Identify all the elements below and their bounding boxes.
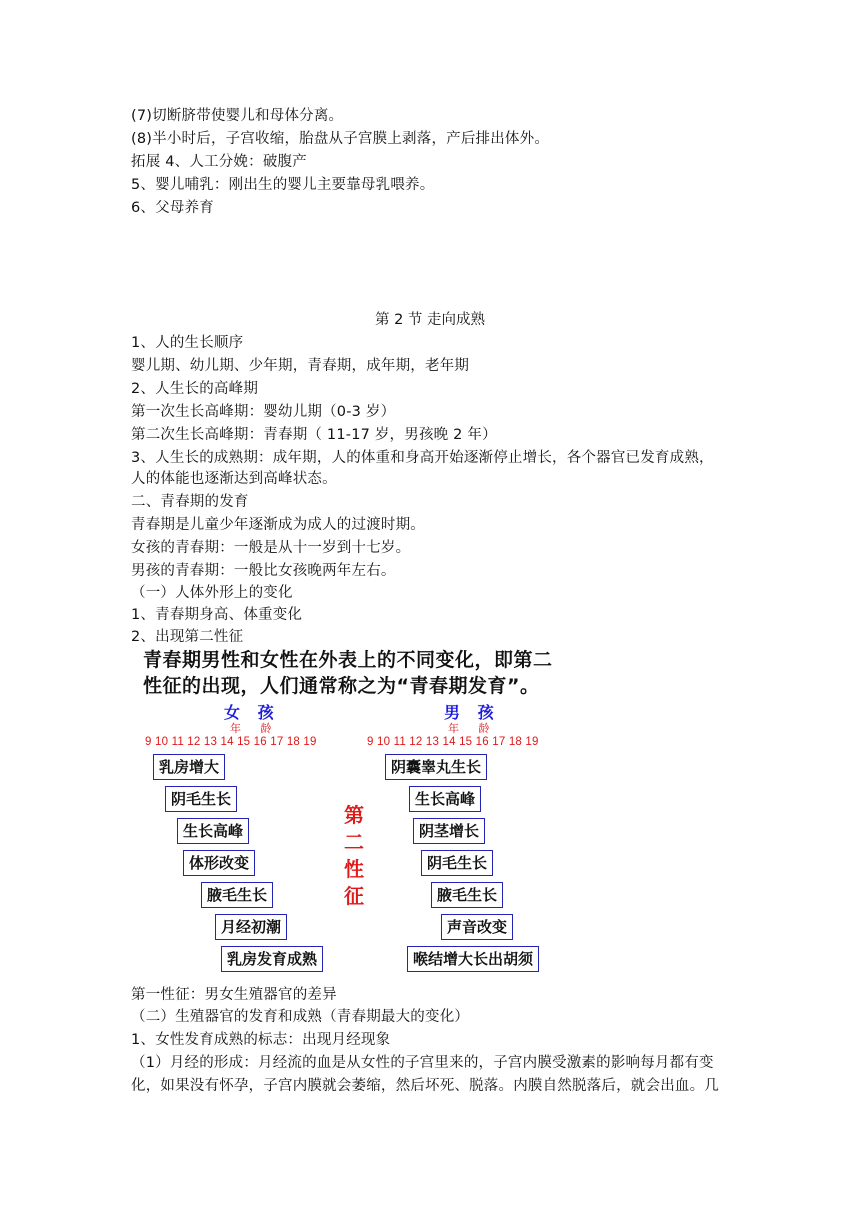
text-line: （1）月经的形成：月经流的血是从女性的子宫里来的，子宫内膜受激素的影响每月都有变 xyxy=(131,1055,714,1071)
girl-age-label: 年 龄 xyxy=(230,722,280,735)
girl-item: 乳房增大 xyxy=(153,754,225,780)
boy-age-label: 年 龄 xyxy=(448,722,498,735)
text-line: 拓展 4、人工分娩：破腹产 xyxy=(131,154,307,170)
text-line: 2、人生长的高峰期 xyxy=(131,381,259,397)
girl-item: 月经初潮 xyxy=(215,914,287,940)
boy-heading: 男 孩 xyxy=(444,703,500,722)
boy-item: 阴囊睾丸生长 xyxy=(385,754,487,780)
center-label-char: 征 xyxy=(344,884,364,908)
text-line: (8)半小时后，子宫收缩，胎盘从子宫膜上剥落，产后排出体外。 xyxy=(131,131,550,147)
girl-item: 腋毛生长 xyxy=(201,882,273,908)
text-line: 第二次生长高峰期：青春期（ 11-17 岁，男孩晚 2 年） xyxy=(131,427,497,443)
second-sex-characteristics-label xyxy=(341,802,367,910)
text-line: 婴儿期、幼儿期、少年期，青春期，成年期，老年期 xyxy=(131,358,470,374)
boy-item: 生长高峰 xyxy=(409,786,481,812)
boy-item: 声音改变 xyxy=(441,914,513,940)
text-line: 青春期是儿童少年逐渐成为成人的过渡时期。 xyxy=(131,517,425,533)
text-line: 第一性征：男女生殖器官的差异 xyxy=(131,987,337,1003)
text-line: （二）生殖器官的发育和成熟（青春期最大的变化） xyxy=(131,1009,470,1025)
text-line: 第一次生长高峰期：婴幼儿期（0-3 岁） xyxy=(131,404,396,420)
center-label-char: 性 xyxy=(344,857,364,881)
text-line: 1、人的生长顺序 xyxy=(131,335,244,351)
girl-item: 体形改变 xyxy=(183,850,255,876)
text-line: 2、出现第二性征 xyxy=(131,629,244,645)
text-line: 5、婴儿哺乳：刚出生的婴儿主要靠母乳喂养。 xyxy=(131,177,435,193)
girl-age-scale: 9 10 11 12 13 14 15 16 17 18 19 xyxy=(145,736,317,748)
boy-item: 阴茎增长 xyxy=(413,818,485,844)
text-line: 二、青春期的发育 xyxy=(131,494,249,510)
girl-item: 阴毛生长 xyxy=(165,786,237,812)
boy-item: 喉结增大长出胡须 xyxy=(407,946,539,972)
boy-item: 阴毛生长 xyxy=(421,850,493,876)
text-line: 6、父母养育 xyxy=(131,200,214,216)
text-line: (7)切断脐带使婴儿和母体分离。 xyxy=(131,108,344,124)
text-line: 人的体能也逐渐达到高峰状态。 xyxy=(131,471,337,487)
center-label-char: 第 xyxy=(344,803,364,827)
text-line: 女孩的青春期：一般是从十一岁到十七岁。 xyxy=(131,540,411,556)
text-line: 1、女性发育成熟的标志：出现月经现象 xyxy=(131,1032,391,1048)
boy-item: 腋毛生长 xyxy=(431,882,503,908)
text-line: 男孩的青春期：一般比女孩晚两年左右。 xyxy=(131,563,396,579)
section-title: 第 2 节 走向成熟 xyxy=(374,312,486,328)
text-line: 1、青春期身高、体重变化 xyxy=(131,607,303,623)
secondary-sex-characteristics-figure xyxy=(141,648,581,978)
figure-title-line-2: 性征的出现，人们通常称之为“青春期发育”。 xyxy=(143,675,540,697)
girl-item: 生长高峰 xyxy=(177,818,249,844)
text-line: 3、人生长的成熟期：成年期，人的体重和身高开始逐渐停止增长，各个器官已发育成熟， xyxy=(131,450,714,466)
center-label-char: 二 xyxy=(344,830,364,854)
girl-item: 乳房发育成熟 xyxy=(221,946,323,972)
figure-title-line-1: 青春期男性和女性在外表上的不同变化，即第二 xyxy=(143,649,553,671)
text-line: 化，如果没有怀孕，子宫内膜就会萎缩，然后坏死、脱落。内膜自然脱落后，就会出血。几 xyxy=(131,1078,719,1094)
girl-heading: 女 孩 xyxy=(224,703,280,722)
boy-age-scale: 9 10 11 12 13 14 15 16 17 18 19 xyxy=(367,736,539,748)
text-line: （一）人体外形上的变化 xyxy=(131,585,293,601)
